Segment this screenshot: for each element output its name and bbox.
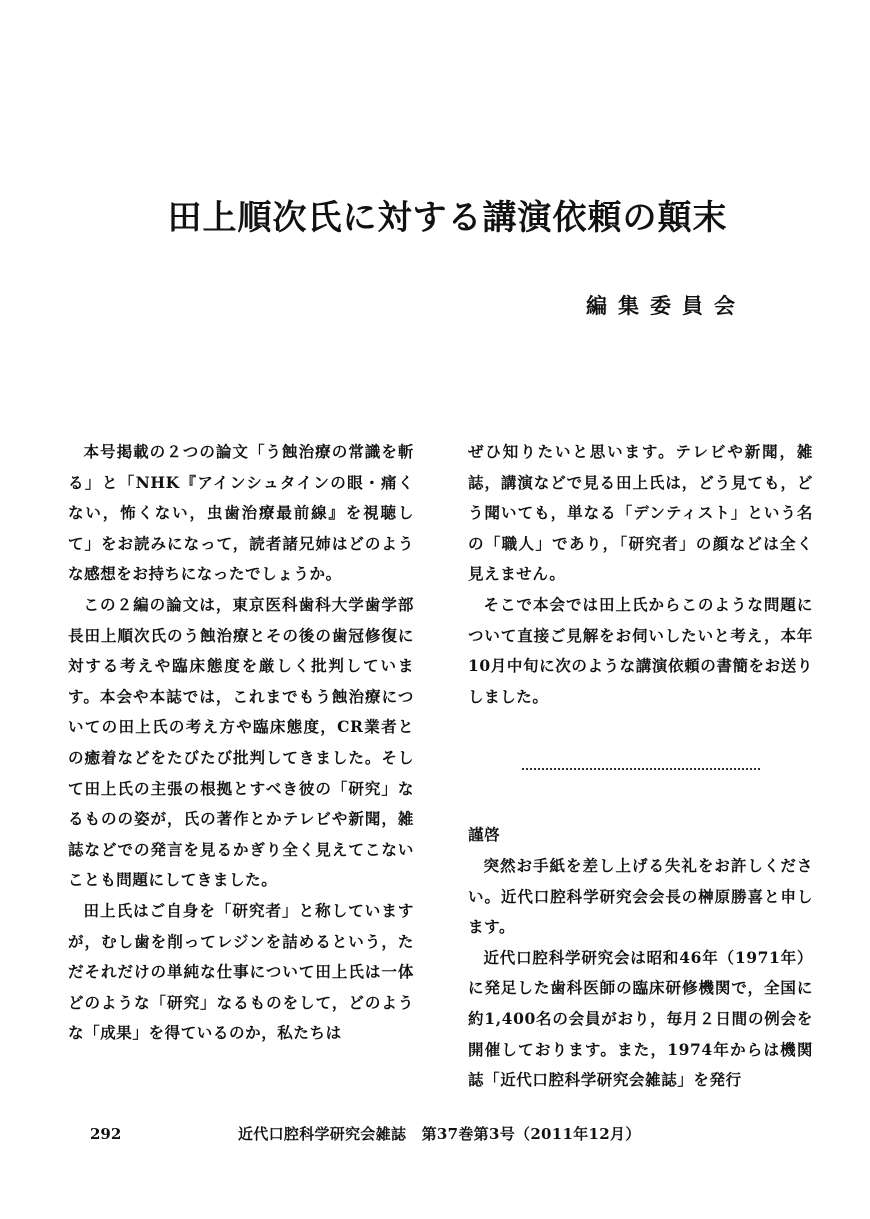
body-paragraph: 田上氏はご自身を「研究者」と称していますが，むし歯を削ってレジンを詰めるという，ただそれだけの単純な仕事について田上氏は一体どのような「研究」なるものをして，どのような「成果」を得ているのか，私たちは	[68, 900, 414, 1043]
body-paragraph-continued: ぜひ知りたいと思います。テレビや新聞，雑誌，講演などで見る田上氏は，どう見ても，どう聞いても，単なる「デンティスト」という名の「職人」であり，「研究者」の顔などは全く見えません。	[468, 442, 813, 584]
body-paragraph: この２編の論文は，東京医科歯科大学歯学部長田上順次氏のう蝕治療とその後の歯冠修復に対する考えや臨床態度を厳しく批判しています。本会や本誌では，これまでもう蝕治療についての田上氏の考え方や臨床態度，CR業者との癒着などをたびたび批判してきました。そして田上氏の主張の根拠とすべき彼の「研究」なるものの姿が，氏の著作とかテレビや新聞，雑誌などでの発言を見るかぎり全く見えてこないことも問題にしてきました。	[68, 594, 414, 890]
right-column	[468, 437, 813, 1096]
left-column	[68, 437, 414, 1049]
letter-paragraph: 近代口腔科学研究会は昭和46年（1971年）に発足した歯科医師の臨床研修機関で，全国に約1,400名の会員がおり，毎月２日間の例会を開催しております。また，1974年からは機関誌「近代口腔科学研究会雑誌」を発行	[468, 947, 813, 1090]
dotted-separator	[468, 750, 813, 780]
letter-salutation: 謹啓	[468, 825, 501, 845]
article-author: 編集委員会	[586, 293, 746, 318]
page-number: 292	[90, 1125, 122, 1143]
dotted-rule	[522, 754, 760, 770]
body-paragraph: 本号掲載の２つの論文「う蝕治療の常識を斬る」と「NHK『アインシュタインの眼・痛くない，怖くない，虫歯治療最前線』を視聴して」をお読みになって，読者諸兄姉はどのような感想をお持ちになったでしょうか。	[68, 442, 414, 584]
article-title: 田上順次氏に対する講演依頼の顛末	[167, 197, 728, 238]
journal-citation: 近代口腔科学研究会雑誌 第37巻第3号（2011年12月）	[238, 1125, 641, 1143]
body-paragraph: そこで本会では田上氏からこのような問題について直接ご見解をお伺いしたいと考え，本年10月中旬に次のような講演依頼の書簡をお送りしました。	[468, 594, 813, 706]
letter-paragraph: 突然お手紙を差し上げる失礼をお許しください。近代口腔科学研究会会長の榊原勝喜と申します。	[468, 855, 813, 937]
